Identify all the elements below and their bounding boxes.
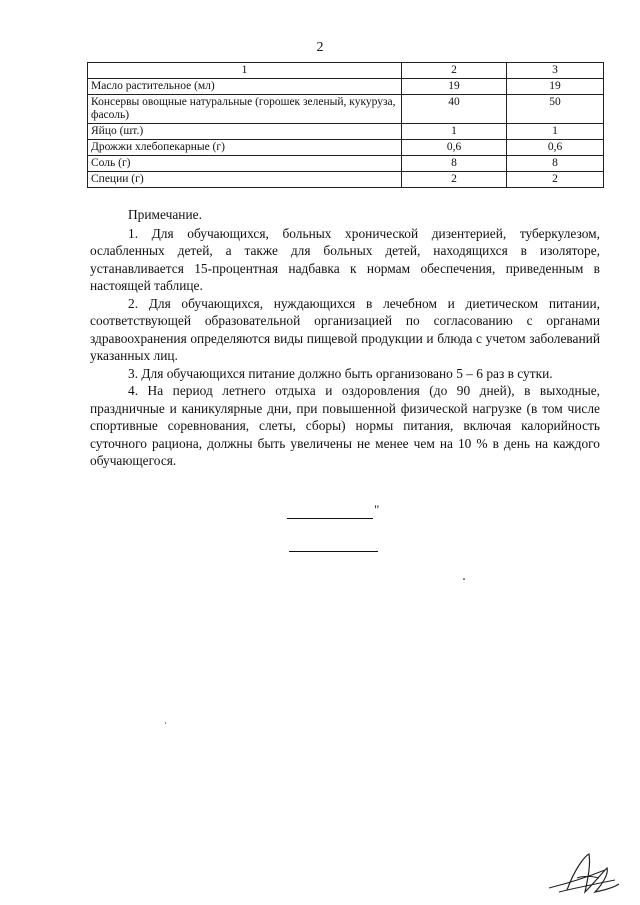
closing-quote: " <box>374 502 380 517</box>
scan-speck <box>165 722 166 724</box>
norm-value: 2 <box>402 172 507 188</box>
note-paragraph: 2. Для обучающихся, нуждающихся в лечебном и диетическом питании, соответствующей образовательной организацией по согласованию с органами здравоохранения определяются виды пищевой продукции и блюда с учетом заболеваний указанных лиц. <box>90 295 600 363</box>
table-header-cell: 1 <box>88 63 402 79</box>
table-row <box>88 79 604 95</box>
table-header-row <box>88 63 604 79</box>
note-paragraph: 1. Для обучающихся, больных хронической дизентерией, туберкулезом, ослабленных детей, а также для больных детей, находящихся в изоляторе, устанавливается 15-процентная надбавка к нормам обеспечения, приведенным в настоящей таблице. <box>90 225 600 293</box>
product-name: Яйцо (шт.) <box>88 124 402 140</box>
norm-value: 50 <box>507 95 604 124</box>
signature-icon <box>545 848 623 898</box>
norm-value: 8 <box>507 156 604 172</box>
table-row <box>88 156 604 172</box>
norm-value: 40 <box>402 95 507 124</box>
page-number: 2 <box>316 40 324 55</box>
table-header-cell: 2 <box>402 63 507 79</box>
scan-speck <box>463 578 465 580</box>
norm-value: 19 <box>507 79 604 95</box>
product-name: Консервы овощные натуральные (горошек зеленый, кукуруза, фасоль) <box>88 95 402 124</box>
note-paragraph: 3. Для обучающихся питание должно быть организовано 5 – 6 раз в сутки. <box>128 365 553 381</box>
table-row <box>88 95 604 124</box>
norm-value: 1 <box>507 124 604 140</box>
notes-title: Примечание. <box>128 207 202 222</box>
norm-value: 19 <box>402 79 507 95</box>
norm-value: 0,6 <box>402 140 507 156</box>
norms-table <box>87 62 604 188</box>
note-paragraph: 4. На период летнего отдыха и оздоровления (до 90 дней), в выходные, праздничные и каникулярные дни, при повышенной физической нагрузке (в том числе спортивные соревнования, слеты, сборы) нормы питания, включая калорийность суточного рациона, должны быть увеличены не менее чем на 10 % в день на каждого обучающегося. <box>90 383 600 468</box>
table-header-cell: 3 <box>507 63 604 79</box>
product-name: Соль (г) <box>88 156 402 172</box>
product-name: Дрожжи хлебопекарные (г) <box>88 140 402 156</box>
table-row <box>88 172 604 188</box>
product-name: Специи (г) <box>88 172 402 188</box>
norm-value: 2 <box>507 172 604 188</box>
notes-section <box>90 206 600 470</box>
norm-value: 8 <box>402 156 507 172</box>
table-row <box>88 124 604 140</box>
product-name: Масло растительное (мл) <box>88 79 402 95</box>
table-row <box>88 140 604 156</box>
norm-value: 0,6 <box>507 140 604 156</box>
separator-line <box>287 518 373 519</box>
norm-value: 1 <box>402 124 507 140</box>
separator-line <box>289 551 378 552</box>
